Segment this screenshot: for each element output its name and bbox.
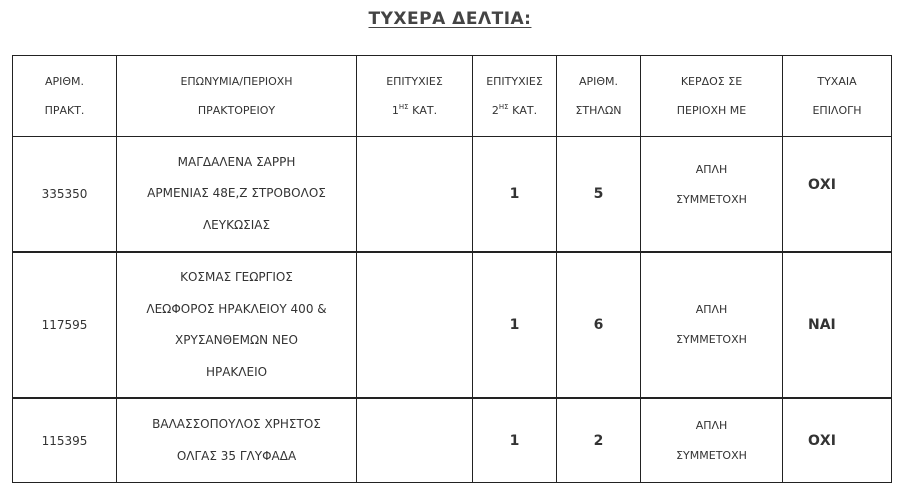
random-value: ΝΑΙ — [808, 317, 836, 333]
header-random-line1: ΤΥΧΑΙΑ — [817, 75, 857, 88]
profit-line: ΣΥΜΜΕΤΟΧΗ — [676, 333, 747, 346]
header-row — [13, 56, 892, 137]
cat1-wins — [357, 398, 473, 483]
profit-type — [641, 252, 783, 398]
header-random — [783, 56, 892, 137]
header-cat2-rest: ΚΑΤ. — [508, 104, 538, 117]
agency-name-line: ΚΟΣΜΑΣ ΓΕΩΡΓΙΟΣ — [180, 270, 293, 284]
header-name-line1: ΕΠΩΝΥΜΙΑ/ΠΕΡΙΟΧΗ — [180, 75, 293, 88]
page-title-text: ΤΥΧΕΡΑ ΔΕΛΤΙΑ: — [368, 9, 532, 29]
agency-name-line: ΟΛΓΑΣ 35 ΓΛΥΦΑΔΑ — [176, 448, 297, 463]
random-selection — [783, 252, 892, 398]
header-cat1-sup: ΗΣ — [398, 103, 409, 111]
profit-line: ΑΠΛΗ — [695, 418, 728, 432]
header-cat2-line2 — [473, 96, 556, 125]
random-value: ΟΧΙ — [808, 432, 836, 449]
header-cat1-num: 1 — [391, 104, 399, 117]
profit-type — [641, 398, 783, 483]
agency-name-line: ΗΡΑΚΛΕΙΟ — [205, 364, 268, 379]
page-title — [0, 9, 900, 29]
profit-line: ΑΠΛΗ — [695, 303, 728, 316]
agency-code: 335350 — [13, 137, 117, 253]
cat1-wins — [357, 252, 473, 398]
header-profit-line1: ΚΕΡΔΟΣ ΣΕ — [680, 75, 743, 88]
header-cat1-line1: ΕΠΙΤΥΧΙΕΣ — [386, 75, 443, 88]
agency-code: 115395 — [13, 398, 117, 483]
profit-line: ΣΥΜΜΕΤΟΧΗ — [676, 193, 747, 206]
header-cat2-sup: ΗΣ — [498, 103, 509, 111]
header-cat1 — [357, 56, 473, 137]
header-cat1-rest: ΚΑΤ. — [408, 104, 438, 117]
table-row — [13, 252, 892, 398]
agency-code: 117595 — [13, 252, 117, 398]
agency-name-line: ΛΕΩΦΟΡΟΣ ΗΡΑΚΛΕΙΟΥ 400 & — [146, 301, 327, 316]
agency-name-line: ΜΑΓΔΑΛΕΝΑ ΣΑΡΡΗ — [177, 154, 296, 169]
agency-name-line: ΛΕΥΚΩΣΙΑΣ — [202, 217, 271, 232]
header-cat2-line1: ΕΠΙΤΥΧΙΕΣ — [486, 75, 543, 88]
cat1-wins — [357, 137, 473, 253]
table-row — [13, 398, 892, 483]
random-selection — [783, 398, 892, 483]
header-profit-line2: ΠΕΡΙΟΧΗ ΜΕ — [676, 104, 747, 117]
header-random-line2: ΕΠΙΛΟΓΗ — [812, 104, 862, 117]
header-code-line2: ΠΡΑΚΤ. — [44, 104, 85, 117]
agency-name-line: ΧΡΥΣΑΝΘΕΜΩΝ ΝΕΟ — [175, 333, 298, 347]
agency-name — [117, 398, 357, 483]
header-code — [13, 56, 117, 137]
header-profit — [641, 56, 783, 137]
header-cat2 — [473, 56, 557, 137]
profit-type — [641, 137, 783, 253]
random-value: ΟΧΙ — [808, 177, 836, 193]
agency-name-line: ΒΑΛΑΣΣΟΠΟΥΛΟΣ ΧΡΗΣΤΟΣ — [152, 417, 321, 431]
profit-line: ΣΥΜΜΕΤΟΧΗ — [676, 448, 747, 462]
columns-count: 5 — [557, 137, 641, 253]
columns-count: 2 — [557, 398, 641, 483]
header-name — [117, 56, 357, 137]
random-selection — [783, 137, 892, 253]
cat2-wins: 1 — [473, 252, 557, 398]
agency-name — [117, 252, 357, 398]
columns-count: 6 — [557, 252, 641, 398]
cat2-wins: 1 — [473, 137, 557, 253]
header-columns-line2: ΣΤΗΛΩΝ — [575, 104, 622, 117]
agency-name — [117, 137, 357, 253]
header-cat2-num: 2 — [491, 104, 499, 117]
header-name-line2: ΠΡΑΚΤΟΡΕΙΟΥ — [197, 104, 276, 117]
header-columns — [557, 56, 641, 137]
cat2-wins: 1 — [473, 398, 557, 483]
table-row — [13, 137, 892, 253]
profit-line: ΑΠΛΗ — [695, 163, 728, 176]
header-code-line1: ΑΡΙΘΜ. — [44, 75, 85, 88]
header-columns-line1: ΑΡΙΘΜ. — [578, 75, 619, 88]
header-cat1-line2 — [357, 96, 472, 125]
lucky-tickets-table — [12, 55, 892, 483]
agency-name-line: ΑΡΜΕΝΙΑΣ 48Ε,Ζ ΣΤΡΟΒΟΛΟΣ — [147, 186, 326, 201]
